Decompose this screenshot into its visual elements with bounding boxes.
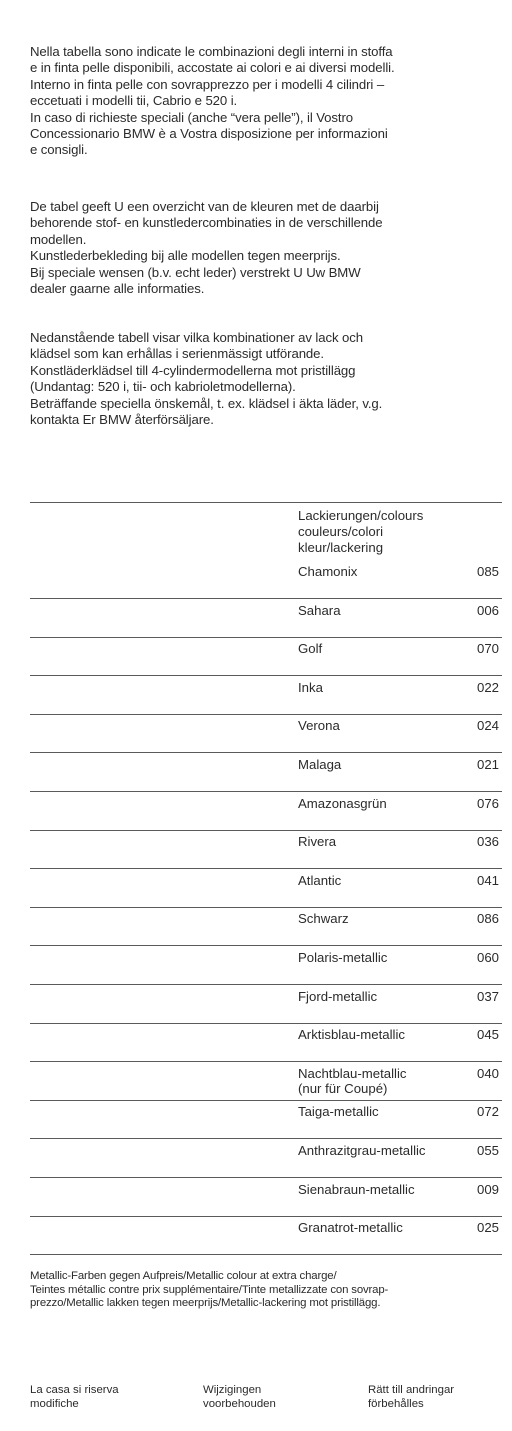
row-divider — [30, 945, 502, 946]
colour-name: Polaris-metallic — [298, 950, 388, 965]
colour-name: Taiga-metallic — [298, 1104, 379, 1120]
colour-name: Granatrot-metallic — [298, 1220, 403, 1236]
row-divider — [30, 1138, 502, 1139]
swedish-paragraph: Nedanstående tabell visar vilka kombinationer av lack och klädsel som kan erhållas i serienmässigt utförande. Konstläderklädsel till 4-cylindermodellerna mot pristillägg (Undantag: 520 i, tii- och kabrioletmodellerna). Beträffande speciella önskemål, t. ex. klädsel i äkta läder, v.g. kontakta Er BMW återförsäljare. — [30, 330, 383, 428]
colour-name: Inka — [298, 679, 323, 695]
row-divider — [30, 907, 502, 908]
colour-code: 045 — [476, 1027, 499, 1043]
colour-code: 009 — [476, 1181, 499, 1197]
colour-code: 085 — [476, 564, 499, 579]
row-divider — [30, 830, 502, 831]
colour-code: 072 — [476, 1104, 499, 1120]
colour-code: 022 — [476, 679, 499, 695]
colour-code: 006 — [476, 602, 499, 618]
colour-name: Nachtblau-metallic (nur für Coupé) — [298, 1065, 407, 1096]
row-divider — [30, 868, 502, 869]
colour-code: 076 — [476, 795, 499, 811]
metallic-note: Metallic-Farben gegen Aufpreis/Metallic colour at extra charge/ Teintes métallic contre prix supplémentaire/Tinte metallizzate con sovrap- prezzo/Metallic lakken tegen meerprijs/Metallic-lackering mot pristillägg. — [30, 1270, 389, 1310]
colour-name: Amazonasgrün — [298, 795, 387, 811]
dutch-paragraph: De tabel geeft U een overzicht van de kleuren met de daarbij behorende stof- en kunstledercombinaties in de verschillende modellen. Kunstlederbekleding bij alle modellen tegen meerprijs. Bij speciale wensen (b.v. echt leder) verstrekt U Uw BMW dealer gaarne alle informaties. — [30, 199, 383, 297]
colour-name: Sahara — [298, 602, 341, 618]
colour-name: Verona — [298, 718, 340, 734]
row-divider — [30, 984, 502, 985]
row-divider — [30, 1061, 502, 1062]
colour-name: Malaga — [298, 757, 342, 772]
row-divider — [30, 1177, 502, 1178]
row-divider — [30, 752, 502, 753]
colour-code: 036 — [476, 834, 499, 850]
colour-column-header: Lackierungen/colours couleurs/colori kleur/lackering — [298, 508, 424, 555]
colour-name: Atlantic — [298, 872, 342, 888]
row-divider — [30, 714, 502, 715]
colour-name: Golf — [298, 641, 323, 657]
footer-swedish: Rätt till andringar förbehålles — [368, 1384, 455, 1410]
colour-name: Fjord-metallic — [298, 988, 378, 1004]
colour-code: 037 — [476, 988, 499, 1004]
table-top-rule — [30, 502, 502, 503]
colour-name: Chamonix — [298, 564, 358, 579]
colour-code: 041 — [476, 872, 499, 888]
row-divider — [30, 1254, 502, 1255]
row-divider — [30, 1216, 502, 1217]
footer-dutch: Wijzigingen voorbehouden — [203, 1384, 276, 1410]
colour-code: 025 — [476, 1220, 499, 1236]
colour-name: Schwarz — [298, 911, 349, 927]
colour-code: 024 — [476, 718, 499, 734]
colour-name: Anthrazitgrau-metallic — [298, 1143, 426, 1158]
row-divider — [30, 598, 502, 599]
colour-code: 060 — [476, 950, 499, 965]
colour-code: 086 — [476, 911, 499, 927]
colour-code: 070 — [476, 641, 499, 657]
colour-name: Arktisblau-metallic — [298, 1027, 405, 1043]
row-divider — [30, 1100, 502, 1101]
colour-name: Rivera — [298, 834, 337, 850]
footer-italian: La casa si riserva modifiche — [30, 1384, 119, 1410]
row-divider — [30, 1023, 502, 1024]
italian-paragraph: Nella tabella sono indicate le combinazioni degli interni in stoffa e in finta pelle disponibili, accostate ai colori e ai diversi modelli. Interno in finta pelle con sovrapprezzo per i modelli 4 cilindri – eccetuati i modelli tii, Cabrio e 520 i. In caso di richieste speciali (anche “vera pelle”), il Vostro Concessionario BMW è a Vostra disposizione per informazioni e consigli. — [30, 44, 395, 158]
row-divider — [30, 675, 502, 676]
row-divider — [30, 791, 502, 792]
colour-code: 040 — [476, 1065, 499, 1081]
colour-code: 055 — [476, 1143, 499, 1158]
row-divider — [30, 637, 502, 638]
colour-name: Sienabraun-metallic — [298, 1181, 415, 1197]
colour-code: 021 — [476, 757, 499, 772]
